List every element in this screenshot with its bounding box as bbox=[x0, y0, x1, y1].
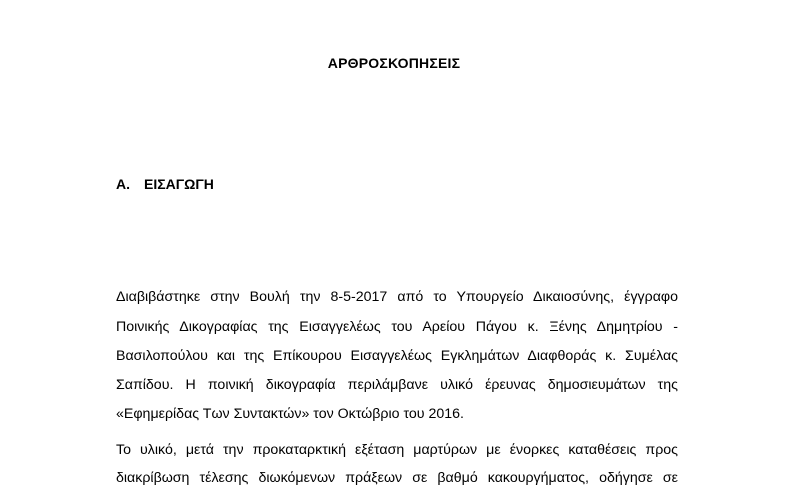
paragraph-line: «Εφημερίδας Των Συντακτών» τον Οκτώβριο του 2016. bbox=[116, 406, 464, 422]
paragraph-line: Διαβιβάστηκε στην Βουλή την 8-5-2017 από το Υπουργείο Δικαιοσύνης, έγγραφο bbox=[116, 289, 678, 305]
section-letter: A. bbox=[116, 176, 130, 192]
paragraph-line: Σαπίδου. Η ποινική δικογραφία περιλάμβανε υλικό έρευνας δημοσιευμάτων της bbox=[116, 377, 678, 393]
paragraph-line: διακρίβωση τέλεσης διωκόμενων πράξεων σε βαθμό κακουργήματος, οδήγησε σε bbox=[116, 470, 678, 486]
section-title: ΕΙΣΑΓΩΓΗ bbox=[144, 176, 214, 192]
section-heading bbox=[116, 175, 214, 193]
paragraph-line: Το υλικό, μετά την προκαταρκτική εξέταση μαρτύρων με ένορκες καταθέσεις προς bbox=[116, 442, 678, 458]
paragraph-line: Βασιλοπούλου και της Επίκουρου Εισαγγελέως Εγκλημάτων Διαφθοράς κ. Συμέλας bbox=[116, 348, 678, 364]
paragraph-line: Ποινικής Δικογραφίας της Εισαγγελέως του Αρείου Πάγου κ. Ξένης Δημητρίου - bbox=[116, 319, 678, 335]
document-title: ΑΡΘΡΟΣΚΟΠΗΣΕΙΣ bbox=[327, 55, 461, 71]
